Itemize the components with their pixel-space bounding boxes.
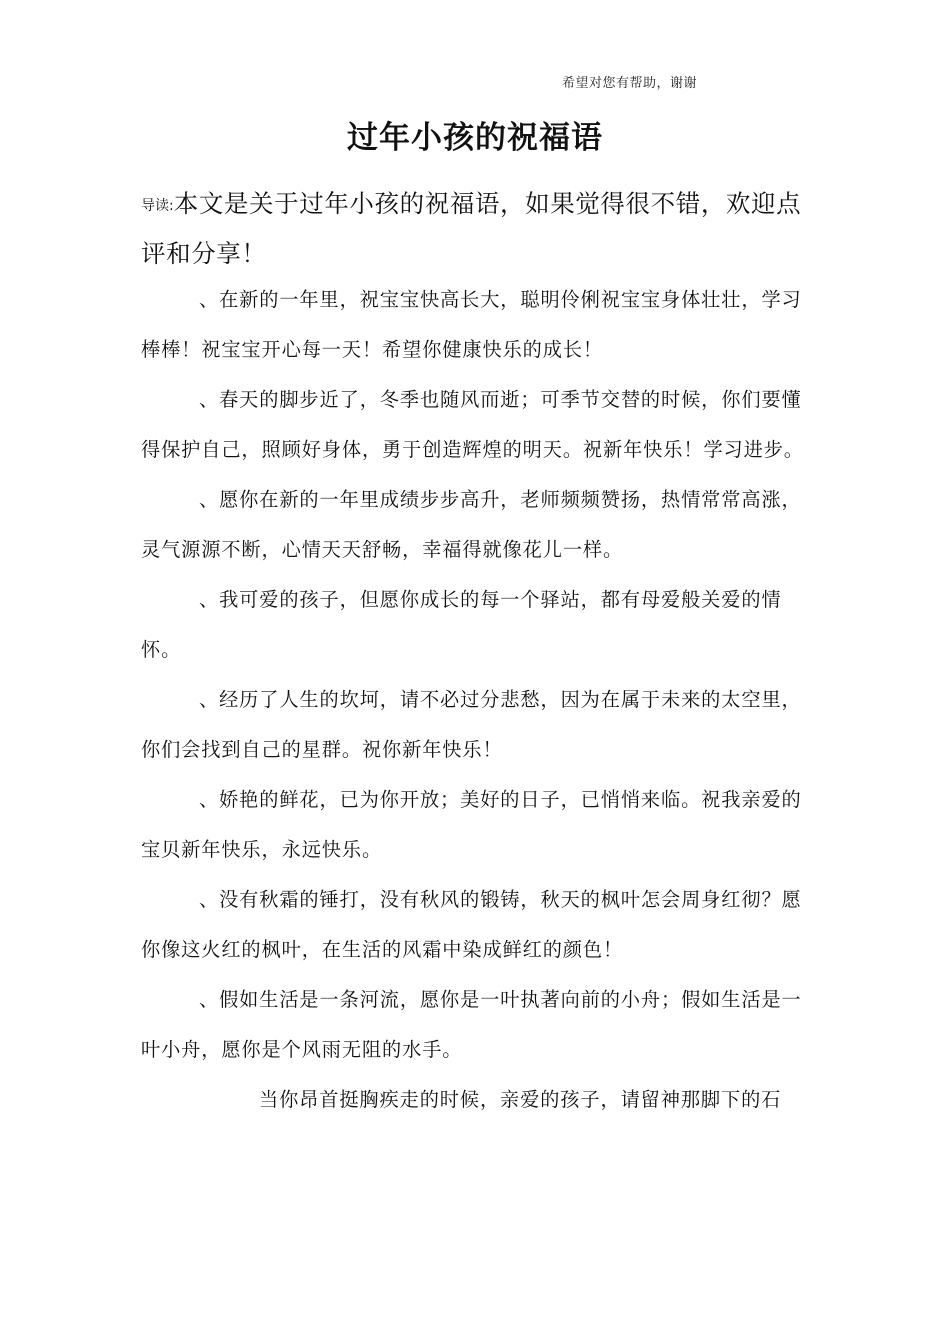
- blessing-paragraph: 、没有秋霜的锤打，没有秋风的锻铸，秋天的枫叶怎会周身红彻？愿你像这火红的枫叶，在生活的风霜中染成鲜红的颜色！: [141, 888, 802, 961]
- blessing-paragraph: 、春天的脚步近了，冬季也随风而逝；可季节交替的时候，你们要懂得保护自己，照顾好身体，勇于创造辉煌的明天。祝新年快乐！学习进步。: [141, 388, 804, 461]
- header-note: 希望对您有帮助，谢谢: [562, 76, 698, 91]
- blessing-paragraph: 、我可爱的孩子，但愿你成长的每一个驿站，都有母爱般关爱的情怀。: [141, 588, 782, 661]
- blessing-paragraph: 、愿你在新的一年里成绩步步高升，老师频频赞扬，热情常常高涨，灵气源源不断，心情天天舒畅，幸福得就像花儿一样。: [141, 488, 802, 561]
- blessing-paragraph: 、假如生活是一条河流，愿你是一叶执著向前的小舟；假如生活是一叶小舟，愿你是个风雨无阻的水手。: [141, 988, 802, 1061]
- blessing-paragraph: 、在新的一年里，祝宝宝快高长大，聪明伶俐祝宝宝身体壮壮，学习棒棒！祝宝宝开心每一天！希望你健康快乐的成长！: [141, 288, 802, 361]
- intro-paragraph: [141, 180, 821, 278]
- document-title: 过年小孩的祝福语: [347, 120, 603, 156]
- blessing-paragraph: 、经历了人生的坎坷，请不必过分悲愁，因为在属于未来的太空里，你们会找到自己的星群。祝你新年快乐！: [141, 688, 802, 761]
- document-body: [141, 275, 813, 1125]
- intro-text: 本文是关于过年小孩的祝福语，如果觉得很不错，欢迎点评和分享！: [141, 189, 802, 268]
- intro-label: 导读:: [141, 198, 174, 214]
- blessing-paragraph: 、娇艳的鲜花，已为你开放；美好的日子，已悄悄来临。祝我亲爱的宝贝新年快乐，永远快乐。: [141, 788, 802, 861]
- blessing-paragraph-truncated: 当你昂首挺胸疾走的时候，亲爱的孩子，请留神那脚下的石: [259, 1088, 782, 1111]
